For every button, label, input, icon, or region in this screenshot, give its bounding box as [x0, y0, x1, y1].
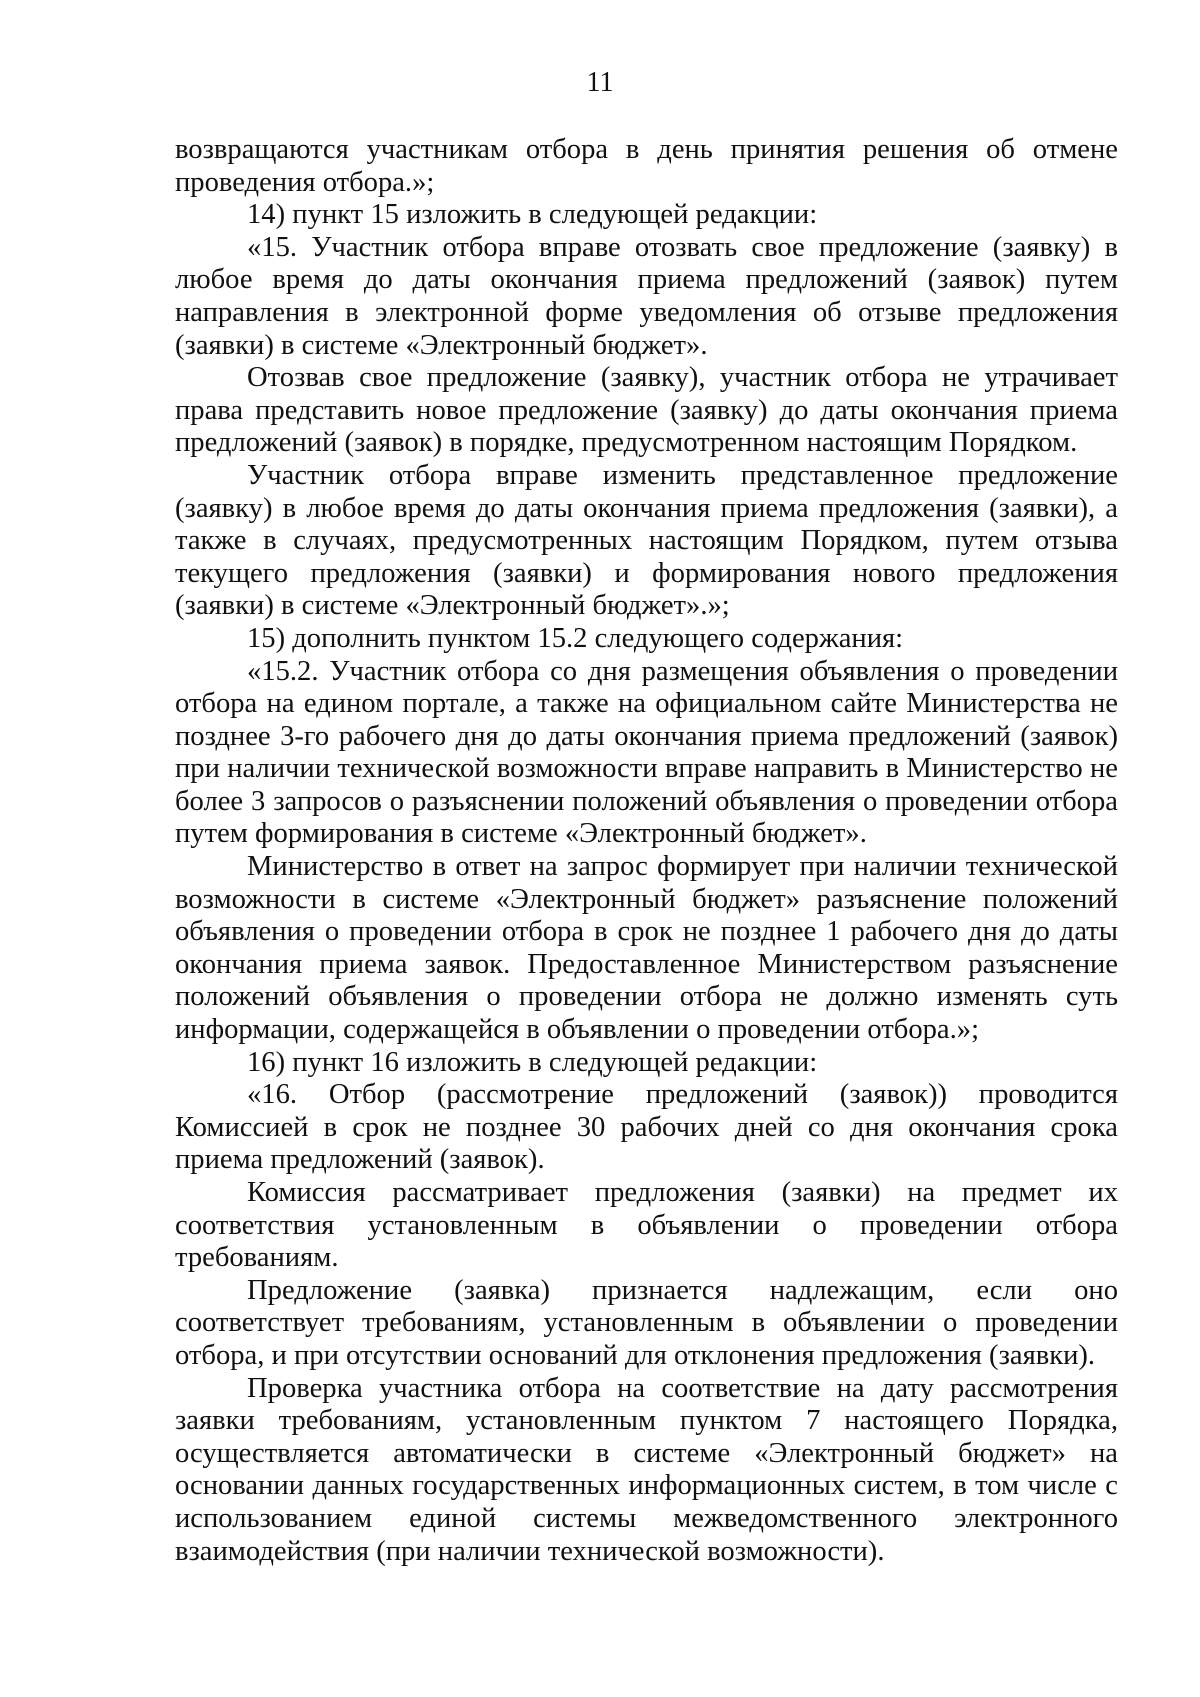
paragraph-11: Комиссия рассматривает предложения (заявки) на предмет их соответствия установленным в объявлении о проведении отбора требованиям. — [175, 1177, 1118, 1274]
document-body — [175, 134, 1118, 1568]
paragraph-10: «16. Отбор (рассмотрение предложений (заявок)) проводится Комиссией в срок не позднее 30 рабочих дней со дня окончания срока приема предложений (заявок). — [175, 1079, 1118, 1176]
paragraph-2: 14) пункт 15 изложить в следующей редакции: — [247, 199, 818, 231]
paragraph-5: Участник отбора вправе изменить представленное предложение (заявку) в любое время до даты окончания приема предложения (заявки), а также в случаях, предусмотренных настоящим Порядком, путем отзыва текущего предложения (заявки) и формирования нового предложения (заявки) в системе «Электронный бюджет».»; — [175, 459, 1118, 622]
paragraph-6: 15) дополнить пунктом 15.2 следующего содержания: — [247, 622, 904, 654]
paragraph-4: Отозвав свое предложение (заявку), участник отбора не утрачивает права представить новое предложение (заявку) до даты окончания приема предложений (заявок) в порядке, предусмотренном настоящим Порядком. — [175, 362, 1118, 459]
paragraph-13: Проверка участника отбора на соответствие на дату рассмотрения заявки требованиям, установленным пунктом 7 настоящего Порядка, осуществляется автоматически в системе «Электронный бюджет» на основании данных государственных информационных систем, в том числе с использованием единой системы межведомственного электронного взаимодействия (при наличии технической возможности). — [175, 1372, 1118, 1567]
paragraph-7: «15.2. Участник отбора со дня размещения объявления о проведении отбора на едином портале, а также на официальном сайте Министерства не позднее 3-го рабочего дня до даты окончания приема предложений (заявок) при наличии технической возможности вправе направить в Министерство не более 3 запросов о разъяснении положений объявления о проведении отбора путем формирования в системе «Электронный бюджет». — [175, 655, 1118, 850]
paragraph-1: возвращаются участникам отбора в день принятия решения об отмене проведения отбора.»; — [175, 134, 1118, 198]
page-number: 11 — [586, 67, 614, 98]
paragraph-8: Министерство в ответ на запрос формирует при наличии технической возможности в системе «Электронный бюджет» разъяснение положений объявления о проведении отбора в срок не позднее 1 рабочего дня до даты окончания приема заявок. Предоставленное Министерством разъяснение положений объявления о проведении отбора не должно изменять суть информации, содержащейся в объявлении о проведении отбора.»; — [175, 851, 1118, 1046]
paragraph-9: 16) пункт 16 изложить в следующей редакции: — [247, 1046, 818, 1078]
paragraph-3: «15. Участник отбора вправе отозвать свое предложение (заявку) в любое время до даты окончания приема предложений (заявок) путем направления в электронной форме уведомления об отзыве предложения (заявки) в системе «Электронный бюджет». — [175, 231, 1118, 361]
paragraph-12: Предложение (заявка) признается надлежащим, если оно соответствует требованиям, установленным в объявлении о проведении отбора, и при отсутствии оснований для отклонения предложения (заявки). — [175, 1274, 1118, 1371]
